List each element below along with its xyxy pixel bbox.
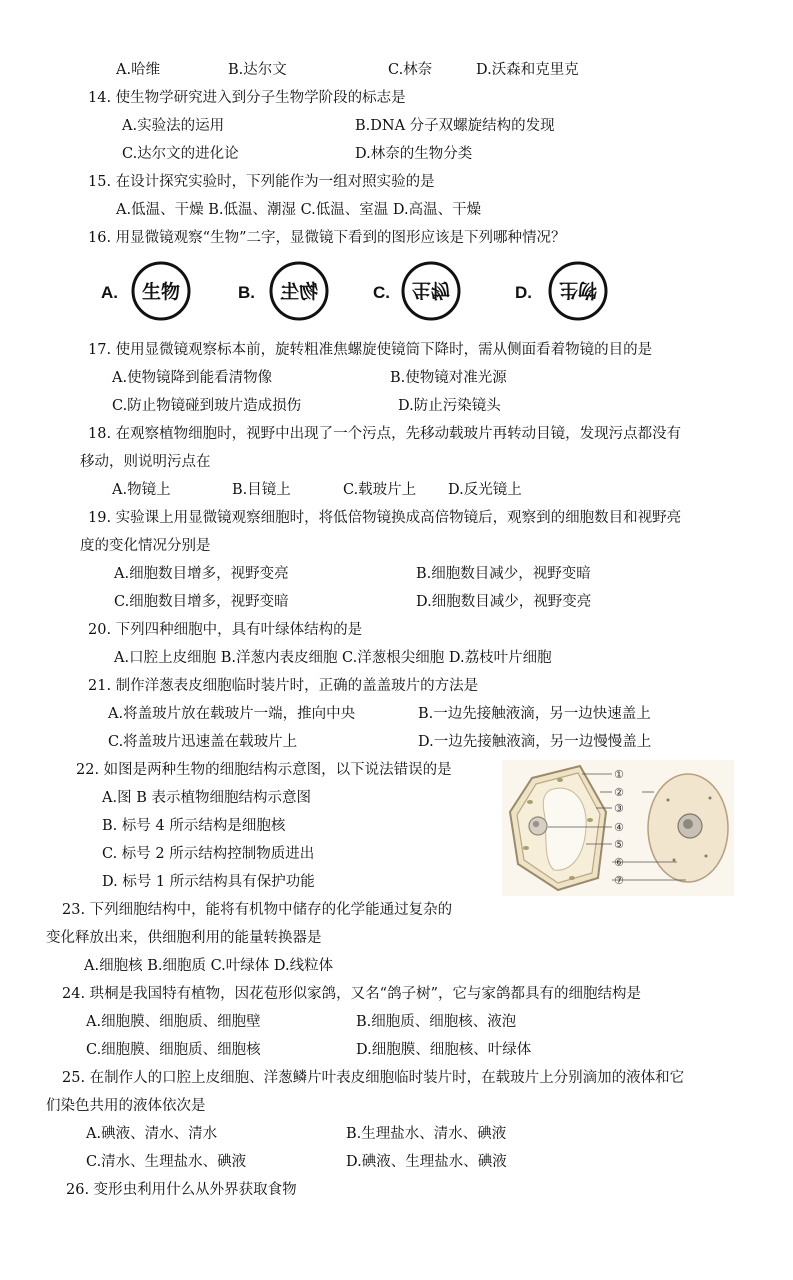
q22-option-a: A.图 B 表示植物细胞结构示意图 xyxy=(102,790,311,806)
q20-options: A.口腔上皮细胞 B.洋葱内表皮细胞 C.洋葱根尖细胞 D.荔枝叶片细胞 xyxy=(114,650,552,666)
q18-option-a: A.物镜上 xyxy=(112,482,171,498)
q24-option-b: B.细胞质、细胞核、液泡 xyxy=(356,1014,517,1030)
q21-option-d: D.一边先接触液滴，另一边慢慢盖上 xyxy=(418,734,652,750)
q18-option-d: D.反光镜上 xyxy=(448,482,522,498)
organelle-dot-1 xyxy=(667,799,670,802)
label-6: ⑥ xyxy=(614,856,624,869)
q16-text-c: 生物 xyxy=(411,279,451,301)
q13-option-a: A.哈维 xyxy=(116,62,161,78)
q20-stem: 20. 下列四种细胞中，具有叶绿体结构的是 xyxy=(88,622,363,638)
label-4: ④ xyxy=(614,821,624,834)
q16-text-d: 物生 xyxy=(558,279,598,301)
q18-stem-line2: 移动，则说明污点在 xyxy=(80,454,211,470)
q14-option-a: A.实验法的运用 xyxy=(122,118,225,134)
q22-stem: 22. 如图是两种生物的细胞结构示意图，以下说法错误的是 xyxy=(76,762,452,778)
animal-nucleolus xyxy=(683,819,693,829)
q25-option-d: D.碘液、生理盐水、碘液 xyxy=(346,1154,507,1170)
q25-option-b: B.生理盐水、清水、碘液 xyxy=(346,1126,507,1142)
chloroplast-3 xyxy=(569,876,575,880)
q19-stem-line1: 19. 实验课上用显微镜观察细胞时，将低倍物镜换成高倍物镜后，观察到的细胞数目和视野亮 xyxy=(88,510,682,526)
q21-option-c: C.将盖玻片迅速盖在载玻片上 xyxy=(108,734,298,750)
q22-option-b: B. 标号 4 所示结构是细胞核 xyxy=(102,818,286,834)
q16-figure-svg xyxy=(95,255,625,327)
q19-stem-line2: 度的变化情况分别是 xyxy=(80,538,211,554)
chloroplast-5 xyxy=(557,778,563,782)
q17-option-c: C.防止物镜碰到玻片造成损伤 xyxy=(112,398,302,414)
q17-option-b: B.使物镜对准光源 xyxy=(390,370,507,386)
q22-option-c: C. 标号 2 所示结构控制物质进出 xyxy=(102,846,315,862)
chloroplast-2 xyxy=(523,846,529,850)
q16-letter-c: C. xyxy=(373,283,390,302)
organelle-dot-4 xyxy=(709,797,712,800)
q18-stem-line1: 18. 在观察植物细胞时，视野中出现了一个污点，先移动载玻片再转动目镜，发现污点都没有 xyxy=(88,426,682,442)
q16-stem: 16. 用显微镜观察“生物”二字，显微镜下看到的图形应该是下列哪种情况？ xyxy=(88,230,566,246)
label-3: ③ xyxy=(614,802,624,815)
q14-option-b: B.DNA 分子双螺旋结构的发现 xyxy=(355,118,555,134)
label-5: ⑤ xyxy=(614,838,624,851)
chloroplast-4 xyxy=(587,818,593,822)
q19-option-c: C.细胞数目增多，视野变暗 xyxy=(114,594,289,610)
label-1: ① xyxy=(614,768,624,781)
q13-option-c: C.林奈 xyxy=(388,62,433,78)
q19-option-d: D.细胞数目减少，视野变亮 xyxy=(416,594,592,610)
q23-stem-line2: 变化释放出来，供细胞利用的能量转换器是 xyxy=(46,930,322,946)
q14-stem: 14. 使生物学研究进入到分子生物学阶段的标志是 xyxy=(88,90,406,106)
q23-stem-line1: 23. 下列细胞结构中，能将有机物中储存的化学能通过复杂的 xyxy=(62,902,453,918)
q24-option-d: D.细胞膜、细胞核、叶绿体 xyxy=(356,1042,532,1058)
q14-option-c: C.达尔文的进化论 xyxy=(122,146,239,162)
q18-option-b: B.目镜上 xyxy=(232,482,291,498)
q17-stem: 17. 使用显微镜观察标本前，旋转粗准焦螺旋使镜筒下降时，需从侧面看着物镜的目的是 xyxy=(88,342,653,358)
q24-option-a: A.细胞膜、细胞质、细胞壁 xyxy=(86,1014,261,1030)
q26-stem: 26. 变形虫利用什么从外界获取食物 xyxy=(66,1182,297,1198)
q24-stem: 24. 珙桐是我国特有植物，因花苞形似家鸽，又名“鸽子树”，它与家鸽都具有的细胞结构是 xyxy=(62,986,641,1002)
q16-text-b: 物生 xyxy=(279,281,319,303)
q25-option-c: C.清水、生理盐水、碘液 xyxy=(86,1154,247,1170)
q13-option-d: D.沃森和克里克 xyxy=(476,62,579,78)
q25-option-a: A.碘液、清水、清水 xyxy=(86,1126,218,1142)
label-2: ② xyxy=(614,786,624,799)
organelle-dot-2 xyxy=(705,855,708,858)
q25-stem-line1: 25. 在制作人的口腔上皮细胞、洋葱鳞片叶表皮细胞临时装片时，在载玻片上分别滴加的液体和它 xyxy=(62,1070,685,1086)
q14-option-d: D.林奈的生物分类 xyxy=(355,146,473,162)
q15-stem: 15. 在设计探究实验时，下列能作为一组对照实验的是 xyxy=(88,174,435,190)
organelle-dot-3 xyxy=(673,859,676,862)
plant-nucleolus xyxy=(533,821,539,827)
q16-text-a: 生物 xyxy=(141,281,181,303)
q19-option-b: B.细胞数目减少，视野变暗 xyxy=(416,566,591,582)
q17-option-a: A.使物镜降到能看清物像 xyxy=(112,370,273,386)
q16-letter-a: A. xyxy=(101,283,118,302)
q23-options: A.细胞核 B.细胞质 C.叶绿体 D.线粒体 xyxy=(84,958,334,974)
chloroplast-1 xyxy=(527,800,533,804)
q13-option-b: B.达尔文 xyxy=(228,62,287,78)
label-7: ⑦ xyxy=(614,874,624,887)
q16-letter-b: B. xyxy=(238,283,255,302)
q18-option-c: C.载玻片上 xyxy=(343,482,417,498)
q21-stem: 21. 制作洋葱表皮细胞临时装片时，正确的盖盖玻片的方法是 xyxy=(88,678,479,694)
q17-option-d: D.防止污染镜头 xyxy=(398,398,501,414)
q16-letter-d: D. xyxy=(515,283,532,302)
q24-option-c: C.细胞膜、细胞质、细胞核 xyxy=(86,1042,261,1058)
q25-stem-line2: 们染色共用的液体依次是 xyxy=(46,1098,206,1114)
q22-option-d: D. 标号 1 所示结构具有保护功能 xyxy=(102,874,315,890)
q16-figure xyxy=(95,255,625,327)
q21-option-a: A.将盖玻片放在载玻片一端，推向中央 xyxy=(108,706,356,722)
q19-option-a: A.细胞数目增多，视野变亮 xyxy=(114,566,289,582)
cell-diagram-svg xyxy=(502,760,734,896)
cell-diagram xyxy=(502,760,734,896)
q15-options: A.低温、干燥 B.低温、潮湿 C.低温、室温 D.高温、干燥 xyxy=(116,202,482,218)
q21-option-b: B.一边先接触液滴，另一边快速盖上 xyxy=(418,706,651,722)
